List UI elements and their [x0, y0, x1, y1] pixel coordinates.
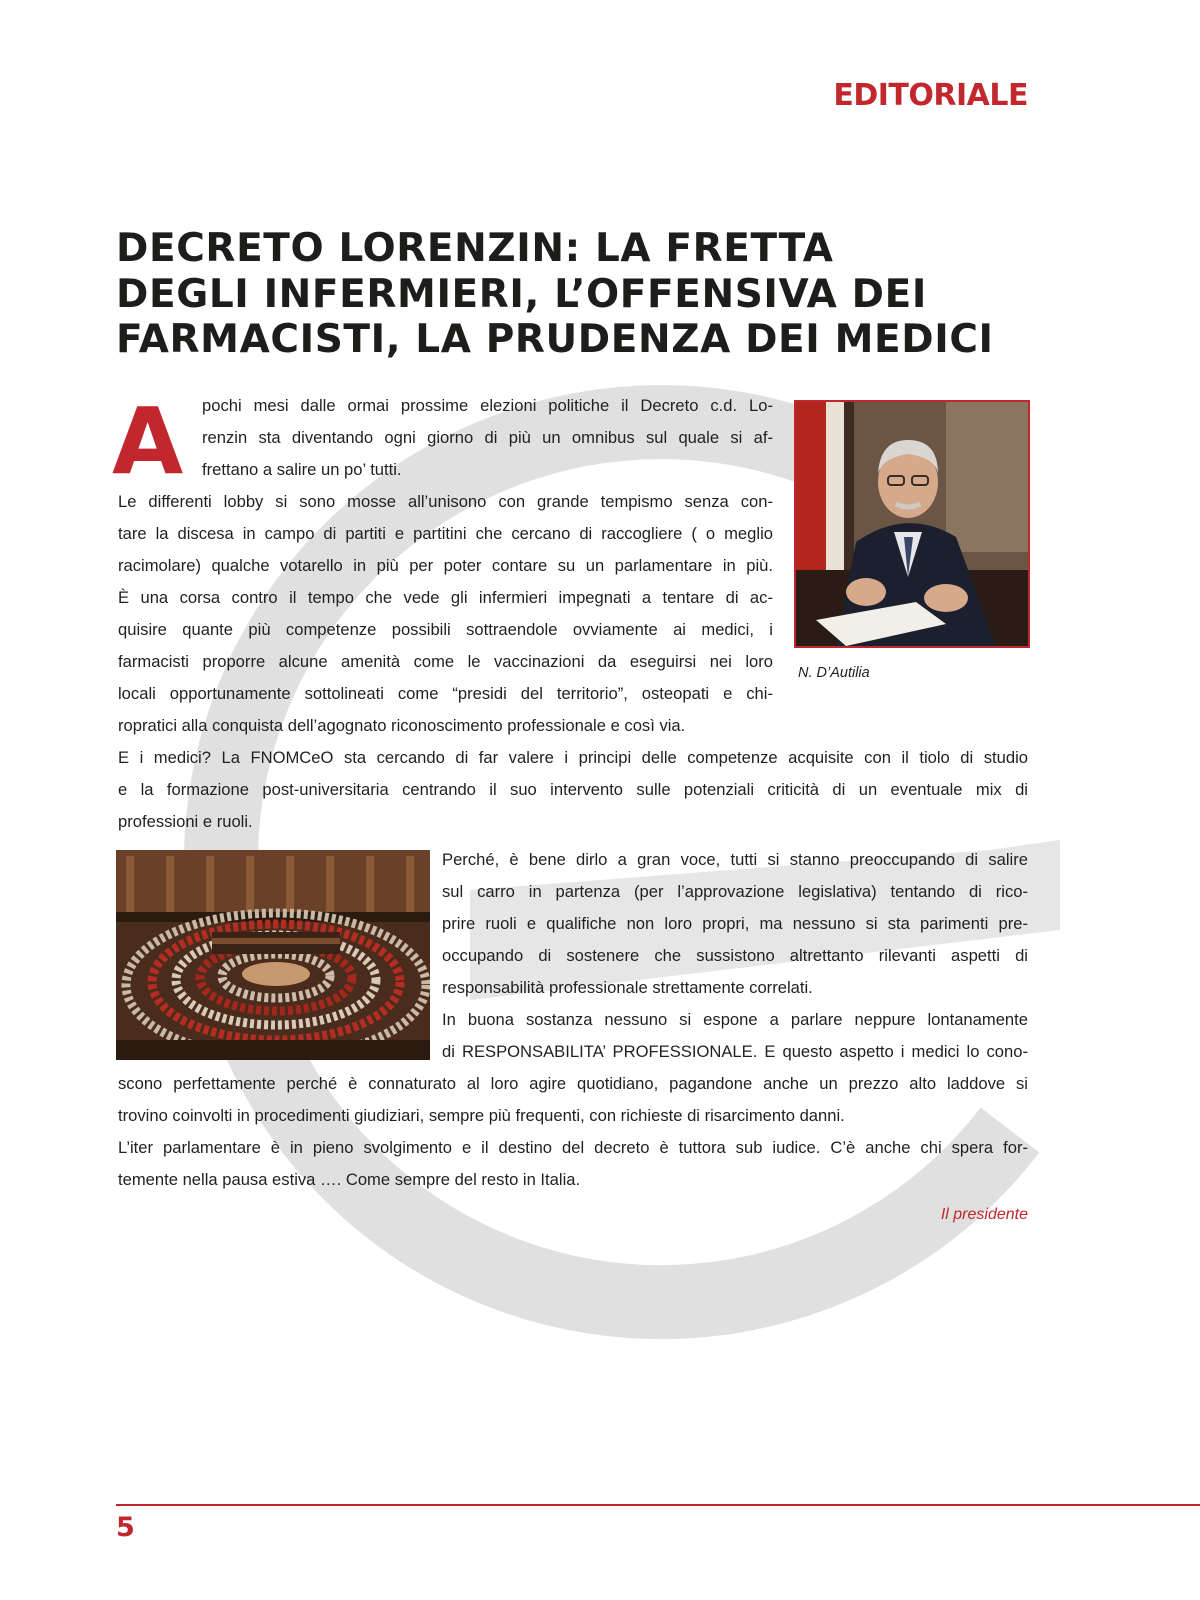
author-signature: Il presidente — [940, 1206, 1028, 1223]
text-line: professioni e ruoli. — [118, 812, 253, 831]
text-line: E i medici? La FNOMCeO sta cercando di far valere i principi delle competenze acquisite con il tiolo di studio — [118, 748, 1028, 767]
text-line: trovino coinvolti in procedimenti giudiziari, sempre più frequenti, con richieste di risarcimento danni. — [118, 1106, 845, 1125]
text-line: È una corsa contro il tempo che vede gli infermieri impegnati a tentare di ac- — [118, 588, 773, 607]
article-headline — [116, 226, 1056, 363]
text-line: prire ruoli e qualifiche non loro propri, ma nessuno si sta parimenti pre- — [442, 914, 1028, 933]
text-line: di RESPONSABILITA’ PROFESSIONALE. E questo aspetto i medici lo cono- — [442, 1042, 1028, 1061]
closing-paragraph — [118, 1068, 1028, 1196]
text-line: responsabilità professionale strettamente correlati. — [442, 978, 813, 997]
page-number: 5 — [116, 1512, 135, 1543]
photo-caption: N. D’Autilia — [798, 665, 870, 681]
parliament-chamber-photo — [116, 850, 430, 1060]
text-line: quisire quante più competenze possibili sottraendole ovviamente ai medici, i — [118, 620, 773, 639]
headline-line: FARMACISTI, LA PRUDENZA DEI MEDICI — [116, 317, 994, 362]
text-line: occupando di sostenere che sussistono altrettanto rilevanti aspetti di — [442, 946, 1028, 965]
text-line: e la formazione post-universitaria centrando il suo intervento sulle potenziali criticità di un eventuale mix di — [118, 780, 1028, 799]
text-line: L’iter parlamentare è in pieno svolgimento e il destino del decreto è tuttora sub iudice. C’è anche chi spera for- — [118, 1138, 1028, 1157]
text-line: racimolare) qualche votarello in più per poter contare su un parlamentare in più. — [118, 556, 773, 575]
section-label: EDITORIALE — [833, 78, 1028, 113]
text-line: sul carro in partenza (per l’approvazione legislativa) tentando di rico- — [442, 882, 1028, 901]
text-line: tare la discesa in campo di partiti e partitini che cercano di raccogliere ( o meglio — [118, 524, 773, 543]
text-line: scono perfettamente perché è connaturato al loro agire quotidiano, pagandone anche un prezzo alto laddove si — [118, 1074, 1028, 1093]
text-line: locali opportunamente sottolineati come “presidi del territorio”, osteopati e chi- — [118, 684, 773, 703]
medici-paragraph — [118, 742, 1028, 838]
text-line: renzin sta diventando ogni giorno di più un omnibus sul quale si af- — [202, 428, 773, 447]
intro-paragraph — [118, 390, 773, 742]
drop-cap: A — [112, 388, 184, 495]
responsabilita-paragraph — [442, 844, 1028, 1068]
president-portrait-photo — [794, 400, 1030, 648]
text-line: frettano a salire un po’ tutti. — [202, 460, 402, 479]
headline-line: DEGLI INFERMIERI, L’OFFENSIVA DEI — [116, 271, 927, 317]
text-line: farmacisti proporre alcune amenità come le vaccinazioni da eseguirsi nei loro — [118, 652, 773, 671]
text-line: Perché, è bene dirlo a gran voce, tutti si stanno preoccupando di salire — [442, 850, 1028, 869]
text-line: pochi mesi dalle ormai prossime elezioni politiche il Decreto c.d. Lo- — [202, 396, 773, 415]
footer-divider — [116, 1504, 1200, 1506]
text-line: In buona sostanza nessuno si espone a parlare neppure lontanamente — [442, 1010, 1028, 1029]
text-line: ropratici alla conquista dell’agognato riconoscimento professionale e così via. — [118, 716, 686, 735]
headline-line: DECRETO LORENZIN: LA FRETTA — [116, 226, 834, 271]
text-line: temente nella pausa estiva …. Come sempre del resto in Italia. — [118, 1170, 581, 1189]
text-line: Le differenti lobby si sono mosse all’unisono con grande tempismo senza con- — [118, 492, 773, 511]
